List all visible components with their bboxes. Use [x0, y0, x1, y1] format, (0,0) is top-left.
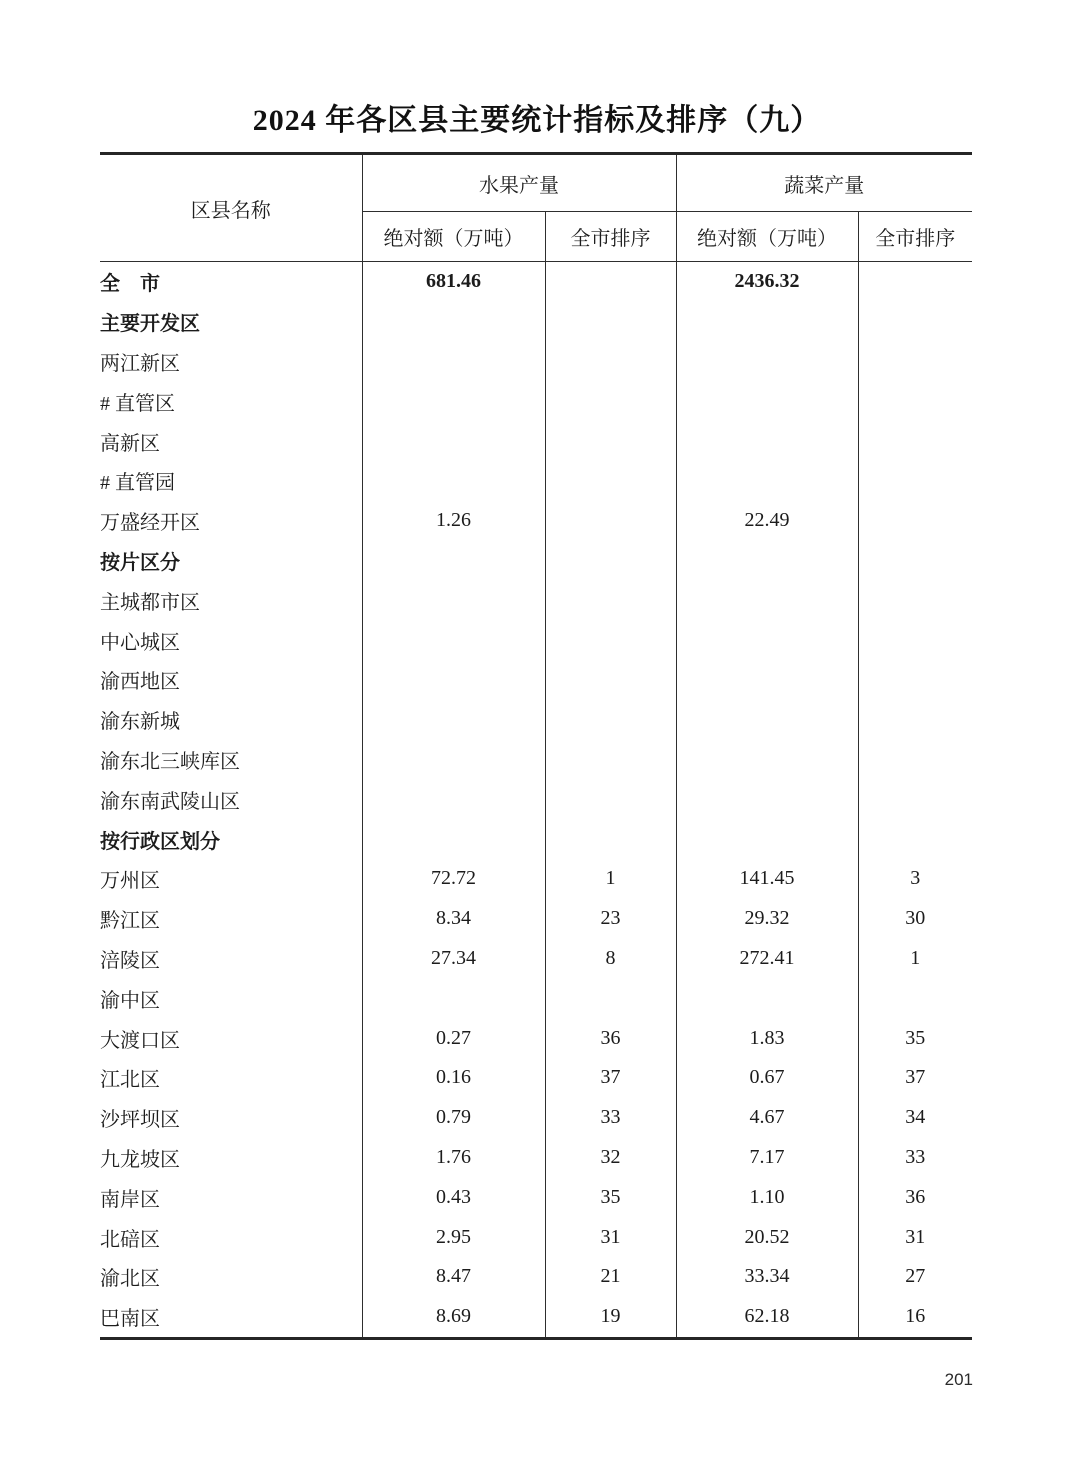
veg-abs-cell: 2436.32 — [676, 262, 858, 302]
table-row — [100, 620, 972, 660]
fruit-abs-cell — [362, 302, 545, 342]
veg-abs-cell — [676, 660, 858, 700]
veg-abs-cell — [676, 541, 858, 581]
row-label: 黔江区 — [100, 899, 362, 939]
row-label: 涪陵区 — [100, 939, 362, 979]
table-row — [100, 819, 972, 859]
fruit-rank-cell: 31 — [545, 1217, 676, 1257]
row-label: 九龙坡区 — [100, 1138, 362, 1178]
fruit-rank-cell: 35 — [545, 1177, 676, 1217]
fruit-abs-cell: 1.26 — [362, 501, 545, 541]
fruit-abs-cell — [362, 342, 545, 382]
veg-abs-cell: 0.67 — [676, 1058, 858, 1098]
fruit-abs-cell: 1.76 — [362, 1138, 545, 1178]
row-label: 万盛经开区 — [100, 501, 362, 541]
fruit-rank-cell — [545, 421, 676, 461]
veg-abs-cell: 1.83 — [676, 1018, 858, 1058]
veg-rank-cell: 34 — [905, 1106, 926, 1129]
row-label: 按行政区划分 — [100, 819, 362, 859]
fruit-rank-cell: 1 — [545, 859, 676, 899]
veg-rank-cell: 1 — [910, 946, 921, 969]
fruit-abs-cell — [362, 819, 545, 859]
fruit-abs-cell: 72.72 — [362, 859, 545, 899]
fruit-abs-cell: 0.16 — [362, 1058, 545, 1098]
fruit-abs-cell: 2.95 — [362, 1217, 545, 1257]
header-group-fruit: 水果产量 — [362, 154, 676, 212]
fruit-rank-cell — [545, 740, 676, 780]
fruit-abs-cell: 0.27 — [362, 1018, 545, 1058]
fruit-rank-cell — [545, 580, 676, 620]
fruit-abs-cell: 0.79 — [362, 1098, 545, 1138]
table-row — [100, 740, 972, 780]
fruit-rank-cell — [545, 342, 676, 382]
veg-rank-cell — [858, 421, 972, 461]
row-label: 大渡口区 — [100, 1018, 362, 1058]
header-sub-fruit-rank: 全市排序 — [545, 212, 676, 262]
row-label: 北碚区 — [100, 1217, 362, 1257]
veg-rank-cell — [858, 700, 972, 740]
veg-rank-cell — [858, 819, 972, 859]
table-row — [100, 262, 972, 302]
table-row — [100, 381, 972, 421]
fruit-abs-cell — [362, 740, 545, 780]
veg-abs-cell — [676, 978, 858, 1018]
row-label: 江北区 — [100, 1058, 362, 1098]
table-row — [100, 1297, 972, 1338]
row-label: 渝东北三峡库区 — [100, 740, 362, 780]
table-row — [100, 1098, 972, 1138]
fruit-rank-cell: 23 — [545, 899, 676, 939]
veg-abs-cell: 29.32 — [676, 899, 858, 939]
row-label: 渝北区 — [100, 1257, 362, 1297]
row-label: # 直管园 — [100, 461, 362, 501]
header-region-name: 区县名称 — [100, 154, 362, 262]
fruit-abs-cell — [362, 700, 545, 740]
veg-abs-cell: 141.45 — [676, 859, 858, 899]
veg-abs-cell — [676, 302, 858, 342]
row-label: 南岸区 — [100, 1177, 362, 1217]
row-label: 渝东新城 — [100, 700, 362, 740]
row-label: 渝中区 — [100, 978, 362, 1018]
veg-rank-cell: 31 — [905, 1225, 926, 1248]
veg-abs-cell: 272.41 — [676, 939, 858, 979]
veg-rank-cell: 33 — [905, 1145, 926, 1168]
veg-rank-cell — [858, 620, 972, 660]
veg-rank-cell — [858, 302, 972, 342]
fruit-rank-cell: 32 — [545, 1138, 676, 1178]
veg-rank-cell — [858, 660, 972, 700]
fruit-rank-cell — [545, 700, 676, 740]
table-row — [100, 421, 972, 461]
fruit-abs-cell — [362, 421, 545, 461]
fruit-rank-cell — [545, 461, 676, 501]
header-sub-veg-abs: 绝对额（万吨） — [676, 212, 858, 262]
veg-rank-cell — [858, 381, 972, 421]
table-row — [100, 501, 972, 541]
fruit-rank-cell — [545, 381, 676, 421]
fruit-rank-cell: 21 — [545, 1257, 676, 1297]
veg-rank-cell: 37 — [905, 1066, 926, 1089]
veg-rank-cell — [858, 461, 972, 501]
header-sub-fruit-abs: 绝对额（万吨） — [362, 212, 545, 262]
table-row — [100, 660, 972, 700]
fruit-abs-cell — [362, 381, 545, 421]
fruit-rank-cell — [545, 660, 676, 700]
row-label: 渝东南武陵山区 — [100, 779, 362, 819]
veg-rank-cell: 27 — [905, 1265, 926, 1288]
fruit-abs-cell: 0.43 — [362, 1177, 545, 1217]
table-row — [100, 541, 972, 581]
veg-abs-cell: 4.67 — [676, 1098, 858, 1138]
row-label: 中心城区 — [100, 620, 362, 660]
fruit-abs-cell: 681.46 — [362, 262, 545, 302]
veg-abs-cell — [676, 580, 858, 620]
fruit-rank-cell: 8 — [545, 939, 676, 979]
veg-abs-cell — [676, 819, 858, 859]
veg-abs-cell — [676, 461, 858, 501]
header-sub-veg-rank: 全市排序 — [858, 212, 972, 262]
fruit-rank-cell — [545, 819, 676, 859]
veg-rank-cell — [858, 740, 972, 780]
row-label: 渝西地区 — [100, 660, 362, 700]
veg-rank-cell: 35 — [905, 1026, 926, 1049]
table-row — [100, 461, 972, 501]
table-row — [100, 1257, 972, 1297]
veg-rank-cell — [858, 262, 972, 302]
veg-rank-cell: 36 — [905, 1185, 926, 1208]
row-label: 沙坪坝区 — [100, 1098, 362, 1138]
table-row — [100, 302, 972, 342]
header-group-vegetable: 蔬菜产量 — [676, 154, 972, 212]
fruit-abs-cell: 8.34 — [362, 899, 545, 939]
table-row — [100, 1217, 972, 1257]
veg-abs-cell: 20.52 — [676, 1217, 858, 1257]
row-label: 主要开发区 — [100, 302, 362, 342]
fruit-rank-cell — [545, 302, 676, 342]
veg-abs-cell — [676, 421, 858, 461]
row-label: 两江新区 — [100, 342, 362, 382]
fruit-rank-cell: 37 — [545, 1058, 676, 1098]
table-row — [100, 1058, 972, 1098]
veg-abs-cell: 33.34 — [676, 1257, 858, 1297]
table-row — [100, 342, 972, 382]
page-number: 201 — [944, 1370, 973, 1389]
fruit-abs-cell — [362, 461, 545, 501]
row-label: # 直管区 — [100, 381, 362, 421]
veg-rank-cell — [858, 580, 972, 620]
veg-abs-cell: 22.49 — [676, 501, 858, 541]
row-label: 主城都市区 — [100, 580, 362, 620]
fruit-rank-cell — [545, 620, 676, 660]
table-row — [100, 779, 972, 819]
veg-rank-cell: 3 — [910, 867, 921, 890]
table-header — [100, 154, 972, 262]
statistics-table — [100, 152, 972, 1340]
veg-rank-cell — [858, 501, 972, 541]
veg-abs-cell: 62.18 — [676, 1297, 858, 1338]
veg-abs-cell — [676, 700, 858, 740]
fruit-abs-cell: 8.47 — [362, 1257, 545, 1297]
table-row — [100, 1018, 972, 1058]
fruit-rank-cell — [545, 501, 676, 541]
veg-abs-cell: 7.17 — [676, 1138, 858, 1178]
fruit-abs-cell — [362, 541, 545, 581]
fruit-abs-cell: 8.69 — [362, 1297, 545, 1338]
veg-rank-cell — [858, 779, 972, 819]
fruit-rank-cell: 19 — [545, 1297, 676, 1338]
veg-abs-cell: 1.10 — [676, 1177, 858, 1217]
fruit-abs-cell — [362, 978, 545, 1018]
veg-abs-cell — [676, 779, 858, 819]
fruit-rank-cell: 33 — [545, 1098, 676, 1138]
header-group-row — [100, 154, 972, 212]
row-label: 万州区 — [100, 859, 362, 899]
table-row — [100, 1177, 972, 1217]
table-row — [100, 859, 972, 899]
fruit-abs-cell — [362, 779, 545, 819]
veg-abs-cell — [676, 740, 858, 780]
fruit-rank-cell — [545, 978, 676, 1018]
fruit-abs-cell — [362, 660, 545, 700]
fruit-rank-cell: 36 — [545, 1018, 676, 1058]
veg-abs-cell — [676, 381, 858, 421]
fruit-abs-cell — [362, 620, 545, 660]
table-row — [100, 1138, 972, 1178]
veg-abs-cell — [676, 342, 858, 382]
fruit-rank-cell — [545, 541, 676, 581]
table-row — [100, 899, 972, 939]
fruit-rank-cell — [545, 262, 676, 302]
table-row — [100, 939, 972, 979]
table-body — [100, 262, 972, 1339]
fruit-abs-cell — [362, 580, 545, 620]
veg-rank-cell — [858, 541, 972, 581]
page-title: 2024 年各区县主要统计指标及排序（九） — [252, 104, 822, 137]
fruit-rank-cell — [545, 779, 676, 819]
row-label: 高新区 — [100, 421, 362, 461]
table-row — [100, 700, 972, 740]
veg-rank-cell — [858, 342, 972, 382]
table-row — [100, 978, 972, 1018]
veg-rank-cell — [858, 978, 972, 1018]
veg-abs-cell — [676, 620, 858, 660]
veg-rank-cell: 30 — [905, 907, 926, 930]
row-label: 全 市 — [100, 262, 362, 302]
fruit-abs-cell: 27.34 — [362, 939, 545, 979]
row-label: 按片区分 — [100, 541, 362, 581]
veg-rank-cell: 16 — [905, 1305, 926, 1328]
row-label: 巴南区 — [100, 1297, 362, 1338]
table-row — [100, 580, 972, 620]
